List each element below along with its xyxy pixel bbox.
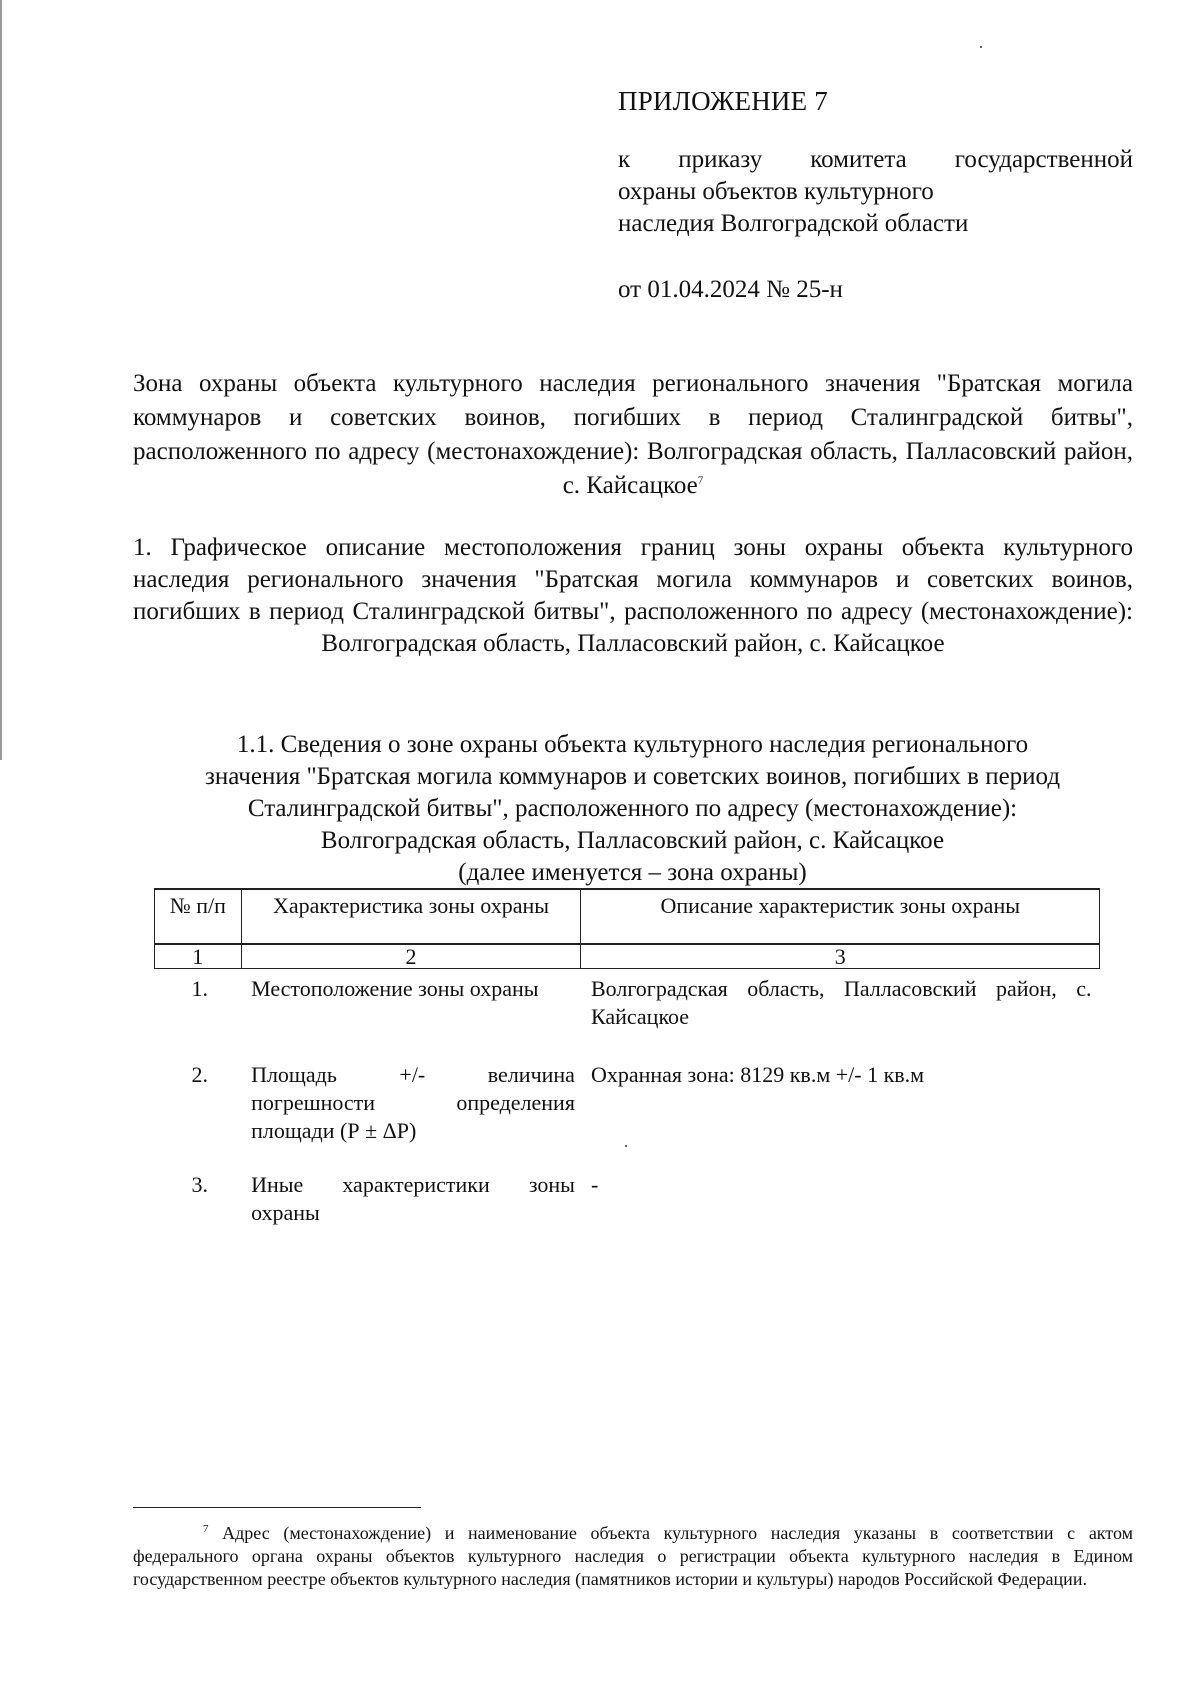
order-ref-line-2: охраны объектов культурного <box>618 178 934 205</box>
header-number: № п/п <box>155 889 242 944</box>
zone-title <box>133 367 1133 503</box>
row-number: 3. <box>191 1172 209 1197</box>
order-ref-word: комитета <box>810 146 907 173</box>
scan-edge <box>0 0 2 760</box>
table-row <box>155 1167 1100 1241</box>
footnote-reference[interactable]: 7 <box>697 474 704 487</box>
section-1-1-line: Сталинградской битвы", расположенного по адресу (местонахождение): <box>247 795 1018 822</box>
scan-speck <box>980 46 982 48</box>
section-1-heading: 1. Графическое описание местоположения границ зоны охраны объекта культурного наследия регионального значения "Братская могила коммунаров и советских воинов, погибших в период Сталинградской битвы", расположенного по адресу (местонахождение): Волгоградская область, Палласовский район, с. Кайсацкое <box>133 534 1133 657</box>
column-number: 2 <box>241 944 581 969</box>
row-description: Волгоградская область, Палласовский район, с. Кайсацкое <box>590 976 1092 1029</box>
table-row <box>155 1055 1100 1167</box>
row-characteristic: Площадь +/- величина погрешности определения площади (Р ± ΔР) <box>251 1062 575 1143</box>
row-description: Охранная зона: 8129 кв.м +/- 1 кв.м <box>590 1062 925 1087</box>
table-header-row <box>155 889 1100 944</box>
row-number: 1. <box>191 976 209 1001</box>
row-characteristic: Иные характеристики зоны охраны <box>251 1172 575 1225</box>
order-ref-word: к <box>618 146 631 173</box>
order-reference <box>618 144 1133 240</box>
order-ref-line-3: наследия Волгоградской области <box>618 210 969 237</box>
order-ref-word: государственной <box>954 146 1133 173</box>
zone-characteristics-table <box>154 888 1100 1241</box>
order-date: от 01.04.2024 № 25-н <box>618 276 843 303</box>
order-ref-word: приказу <box>678 146 763 173</box>
footnote-text: Адрес (местонахождение) и наименование объекта культурного наследия указаны в соответствии с актом федерального органа охраны объектов культурного наследия о регистрации объекта культурного наследия в Едином государственном реестре объектов культурного наследия (памятников истории и культуры) народов Российской Федерации. <box>133 1523 1133 1589</box>
header-characteristic: Характеристика зоны охраны <box>241 889 581 944</box>
footnote-separator <box>133 1507 421 1508</box>
column-number: 1 <box>155 944 242 969</box>
table-column-numbers-row <box>155 944 1100 969</box>
section-1-1-line: Волгоградская область, Палласовский район, с. Кайсацкое <box>320 827 945 854</box>
section-1-1-line: значения "Братская могила коммунаров и советских воинов, погибших в период <box>204 763 1061 790</box>
zone-title-text: Зона охраны объекта культурного наследия регионального значения "Братская могила коммунаров и советских воинов, погибших в период Сталинградской битвы", расположенного по адресу (местонахождение): Волгоградская область, Палласовский район, с. Кайсацкое <box>133 370 1133 499</box>
row-characteristic: Местоположение зоны охраны <box>251 976 539 1001</box>
column-number: 3 <box>581 944 1100 969</box>
order-ref-line-1 <box>618 144 1133 176</box>
appendix-title: ПРИЛОЖЕНИЕ 7 <box>618 86 828 116</box>
row-number: 2. <box>191 1062 209 1087</box>
section-1-1-line: (далее именуется – зона охраны) <box>458 859 807 886</box>
footnote <box>133 1522 1133 1591</box>
section-1-1-heading <box>140 729 1125 889</box>
row-description: - <box>590 1172 599 1197</box>
section-1-1-line: 1.1. Сведения о зоне охраны объекта культурного наследия регионального <box>236 731 1029 758</box>
table-row <box>155 969 1100 1056</box>
header-description: Описание характеристик зоны охраны <box>581 889 1100 944</box>
footnote-mark: 7 <box>203 1523 209 1535</box>
